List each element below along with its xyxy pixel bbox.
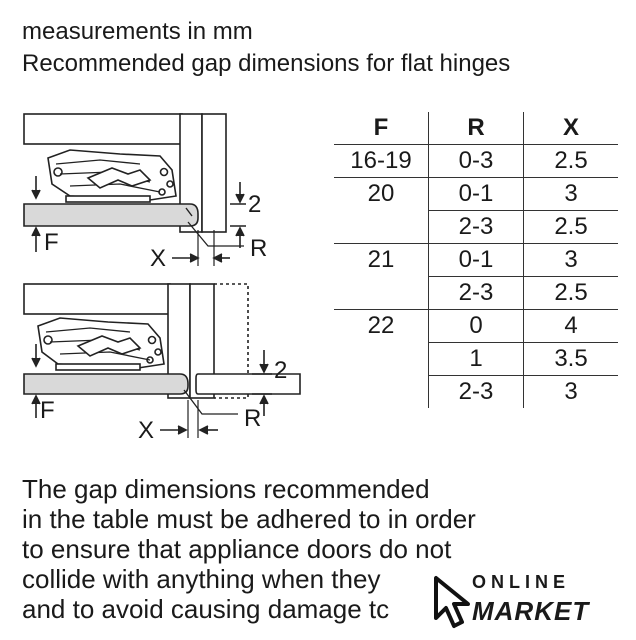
cell-x: 2.5	[524, 145, 619, 178]
cell-r: 2-3	[429, 277, 524, 310]
cell-r: 1	[429, 343, 524, 376]
hinge-diagrams	[0, 100, 320, 440]
cell-r: 2-3	[429, 211, 524, 244]
table-row	[334, 178, 618, 211]
logo-line-market: MARKET	[472, 596, 590, 626]
cell-f: 20	[334, 178, 429, 244]
cell-x: 3.5	[524, 343, 619, 376]
cell-x: 3	[524, 244, 619, 277]
table-header-row	[334, 112, 618, 145]
side-wall-inner	[202, 114, 226, 232]
table-row	[334, 145, 618, 178]
label-f-bottom: F	[40, 397, 55, 424]
cell-f: 16-19	[334, 145, 429, 178]
body-text-line: to ensure that appliance doors do not	[22, 534, 452, 564]
cabinet-panel	[24, 284, 170, 314]
hinge-mechanism	[48, 150, 176, 202]
cell-r: 0	[429, 310, 524, 343]
cell-f: 22	[367, 312, 395, 339]
cell-x: 3	[524, 178, 619, 211]
table-row	[334, 244, 618, 277]
cell-r: 2-3	[429, 376, 524, 409]
gap-dimensions-table	[334, 112, 618, 408]
column-header-f: F	[334, 112, 429, 145]
label-r-bottom: R	[244, 405, 262, 432]
cell-x: 2.5	[524, 211, 619, 244]
cell-r: 0-1	[429, 244, 524, 277]
column-header-x: X	[524, 112, 619, 145]
body-text-line: and to avoid causing damage tc	[22, 594, 390, 624]
cell-x: 3	[524, 376, 619, 409]
cabinet-panel	[24, 114, 182, 144]
cell-x: 4	[524, 310, 619, 343]
header-title: Recommended gap dimensions for flat hinges	[22, 50, 511, 77]
hinge-mechanism	[38, 318, 164, 370]
body-text-line: in the table must be adhered to in order	[22, 504, 476, 534]
online-market-logo	[430, 568, 630, 632]
door-panel	[24, 204, 198, 226]
label-gap-2-top: 2	[248, 191, 262, 218]
body-text-line: The gap dimensions recommended	[22, 474, 430, 504]
logo-line-online: ONLINE	[472, 572, 571, 592]
label-x-bottom: X	[138, 417, 155, 440]
cell-x: 2.5	[524, 277, 619, 310]
column-header-r: R	[429, 112, 524, 145]
table-row	[334, 310, 618, 343]
cell-r: 0-1	[429, 178, 524, 211]
label-r-top: R	[250, 235, 268, 262]
label-gap-2-bottom: 2	[274, 357, 288, 384]
cursor-arrow-icon	[432, 574, 472, 630]
cell-r: 0-3	[429, 145, 524, 178]
label-f-top: F	[44, 229, 59, 256]
door-panel	[24, 374, 188, 394]
cell-f: 21	[334, 244, 429, 310]
body-text-line: collide with anything when they	[22, 564, 381, 594]
label-x-top: X	[150, 245, 167, 272]
header-measurements-unit: measurements in mm	[22, 18, 253, 45]
